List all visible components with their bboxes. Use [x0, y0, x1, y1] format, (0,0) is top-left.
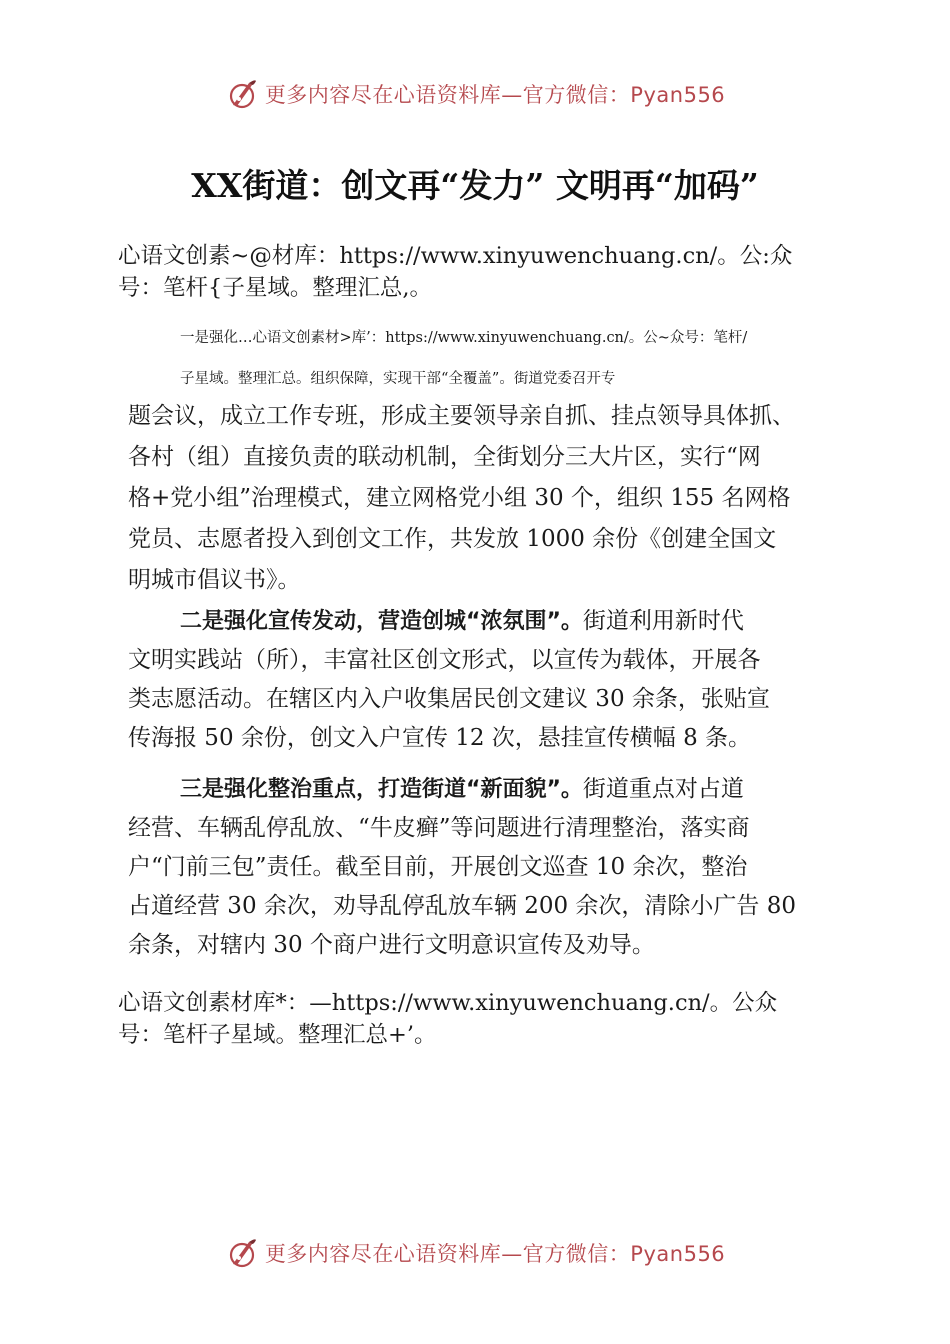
paragraph-publicity — [128, 602, 840, 758]
watermark-text-bottom: 心语文创素材库*：—https://www.xinyuwenchuang.cn/。公众 号：笔杆子星域。整理汇总+’。 — [118, 990, 778, 1048]
watermark-text-top: 心语文创素~@材库：https://www.xinyuwenchuang.cn/。公:众 号：笔杆{子星域。整理汇总,。 — [118, 243, 793, 301]
document-title: XX街道：创文再“发力” 文明再“加码” — [191, 166, 759, 205]
header-banner — [0, 72, 950, 116]
footer-banner-text: 更多内容尽在心语资料库—官方微信：Pyan556 — [264, 1242, 726, 1266]
paragraph-publicity-lead: 二是强化宣传发动，营造创城“浓氛围”。 — [180, 609, 583, 634]
paragraph-publicity-body: 街道利用新时代 文明实践站（所），丰富社区创文形式，以宣传为载体，开展各 类志愿活动。在辖区内入户收集居民创文建议 30 余条，张贴宣 传海报 50 余份，创文入户宣传 12 次，悬挂宣传横幅 8 条。 — [128, 608, 770, 751]
paragraph-rectification — [128, 770, 840, 965]
paragraph-rectification-lead: 三是强化整治重点，打造街道“新面貌”。 — [180, 777, 583, 802]
paragraph-rectification-body: 街道重点对占道 经营、车辆乱停乱放、“牛皮癣”等问题进行清理整治，落实商 户“门前三包”责任。截至目前，开展创文巡查 10 余次，整治 占道经营 30 余次，劝导乱停乱放车辆 200 余次，清除小广告 80 余条，对辖内 30 个商户进行文明意识宣传及劝导。 — [128, 776, 796, 958]
header-banner-text: 更多内容尽在心语资料库—官方微信：Pyan556 — [264, 83, 726, 107]
quill-pen-logo-icon — [225, 77, 259, 111]
watermark-text-small: 一是强化…心语文创素材>库’：https://www.xinyuwenchuang.cn/。公~众号：笔杆/ 子星域。整理汇总。组织保障，实现干部“全覆盖”。街道党委召开专 — [180, 330, 748, 387]
footer-banner — [0, 1231, 950, 1275]
paragraph-organization: 题会议，成立工作专班，形成主要领导亲自抓、挂点领导具体抓、 各村（组）直接负责的联动机制，全街划分三大片区，实行“网 格+党小组”治理模式，建立网格党小组 30 个，组织 155 名网格 党员、志愿者投入到创文工作，共发放 1000 余份《创建全国文 明城市倡议书》。 — [128, 403, 795, 593]
quill-pen-logo-icon — [225, 1236, 259, 1270]
